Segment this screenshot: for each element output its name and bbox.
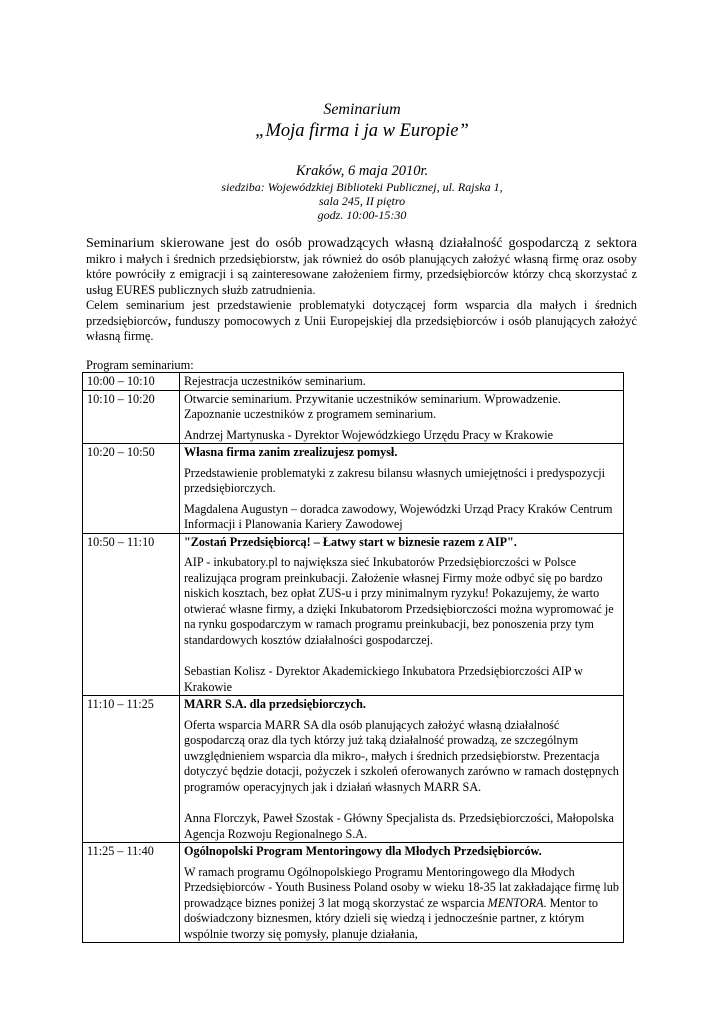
row-content [180, 390, 624, 444]
row-text-a: W ramach programu Ogólnopolskiego Programu Mentoringowego dla Młodych Przedsiębiorców - Youth Business Poland osoby w wieku 18-35 lat zakładające firmę lub prowadzące biznes poniżej 3 lat mogą skorzystać ze wsparcia [184, 864, 619, 910]
row-title: MARR S.A. dla przedsiębiorczych. [184, 697, 366, 711]
row-speaker: Anna Florczyk, Paweł Szostak - Główny Specjalista ds. Przedsiębiorczości, Małopolska Agencja Rozwoju Regionalnego S.A. [184, 811, 614, 841]
table-row [83, 373, 624, 391]
row-text: Otwarcie seminarium. Przywitanie uczestników seminarium. Wprowadzenie. Zapoznanie uczestników z programem seminarium. [184, 391, 561, 421]
row-time: 11:10 – 11:25 [83, 696, 180, 843]
row-time: 10:50 – 11:10 [83, 533, 180, 696]
table-row [83, 444, 624, 534]
venue-address: siedziba: Wojewódzkiej Biblioteki Publicznej, ul. Rajska 1, [221, 180, 503, 194]
row-time: 11:25 – 11:40 [83, 843, 180, 943]
intro-lead-rest: mikro i małych i średnich przedsiębiorstw, jak również do osób planujących założyć własną firmę oraz osoby które powróciły z emigracji i są zainteresowane założeniem firmy, przedsiębiorców którzy chcą skorzystać z usług EURES publicznych służb zatrudnienia. [86, 251, 637, 297]
table-row [83, 533, 624, 696]
row-title: Ogólnopolski Program Mentoringowy dla Młodych Przedsiębiorców. [184, 844, 542, 858]
row-speaker: Andrzej Martynuska - Dyrektor Wojewódzkiego Urzędu Pracy w Krakowie [184, 427, 554, 442]
row-text-b: . Mentor to doświadczony biznesmen, który dzieli się wiedzą i jednocześnie partner, z którym wspólnie tworzy się pomysły, planuje działania, [184, 895, 599, 941]
row-content [180, 444, 624, 534]
row-content [180, 843, 624, 943]
row-speaker: Magdalena Augustyn – doradca zawodowy, Wojewódzki Urząd Pracy Kraków Centrum Informacji i Planowania Kariery Zawodowej [184, 501, 613, 531]
row-time: 10:00 – 10:10 [83, 373, 180, 391]
intro-lead: Seminarium skierowane jest do osób prowadzących własną działalność gospodarczą z sektora [86, 236, 637, 251]
row-text: AIP - inkubatory.pl to największa sieć Inkubatorów Przedsiębiorczości w Polsce realizująca program preinkubacji. Założenie własnej Firmy może odbyć się po bardzo niskich kosztach, bez opłat ZUS-u i przy minimalnym ryzyku! Pokazujemy, że warto otwierać własne firmy, a dzięki Inkubatorom Przedsiębiorczości można wypromować je na rynku gospodarczym w ramach programu preinkubacji, bez ponoszenia przy tym standardowych kosztów działalności gospodarczej. [184, 555, 614, 647]
seminar-title: „Moja firma i ja w Europie” [255, 121, 469, 141]
row-content [180, 533, 624, 696]
intro-goal-comma: , [167, 313, 171, 328]
row-text: Rejestracja uczestników seminarium. [184, 374, 366, 388]
seminar-date: Kraków, 6 maja 2010r. [295, 163, 429, 179]
row-time: 10:10 – 10:20 [83, 390, 180, 444]
row-text: Przedstawienie problematyki z zakresu bilansu własnych umiejętności i predyspozycji przedsiębiorczych. [184, 465, 606, 495]
row-text [184, 865, 619, 943]
table-row [83, 390, 624, 444]
seminar-hours: godz. 10:00-15:30 [317, 208, 407, 222]
row-title: "Zostań Przedsiębiorcą! – Łatwy start w biznesie razem z AIP". [184, 534, 517, 549]
row-time: 10:20 – 10:50 [83, 444, 180, 534]
intro-goal-a: Celem seminarium jest przedstawienie problematyki dotyczącej form wsparcia dla małych i średnich przedsiębiorców [86, 298, 637, 328]
intro-paragraph-2 [86, 298, 637, 345]
row-text: Oferta wsparcia MARR SA dla osób planujących założyć własną działalność gospodarczą oraz dla tych którzy już taką działalność prowadzą, ze szczególnym uwzględnieniem wsparcia dla mikro-, małych i średnich przedsiębiorstw. Prezentacja dotyczyć będzie dotacji, pożyczek i szkoleń oferowanych zarówno w ramach dostępnych programów operacyjnych jak i działań własnych MARR SA. [184, 717, 619, 794]
table-row [83, 696, 624, 843]
row-content [180, 373, 624, 391]
intro-text [86, 236, 637, 345]
row-speaker: Sebastian Kolisz - Dyrektor Akademickiego Inkubatora Przedsiębiorczości AIP w Krakowie [184, 664, 583, 694]
program-label: Program seminarium: [86, 358, 194, 372]
seminar-venue [0, 180, 724, 222]
row-text-mentor: MENTORA [487, 895, 544, 910]
row-title: Własna firma zanim zrealizujesz pomysł. [184, 445, 398, 459]
seminar-heading: Seminarium [323, 101, 401, 118]
table-row [83, 843, 624, 943]
intro-goal-b: funduszy pomocowych z Unii Europejskiej dla przedsiębiorców i osób planujących założyć własną firmę. [86, 313, 637, 343]
intro-paragraph-1 [86, 236, 637, 298]
venue-room: sala 245, II piętro [318, 194, 406, 208]
program-table [82, 372, 624, 943]
row-content [180, 696, 624, 843]
